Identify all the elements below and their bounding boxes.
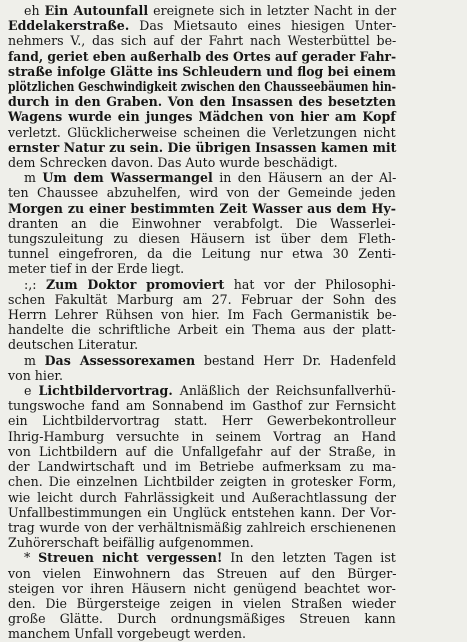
text-line (8, 368, 396, 383)
text-line (8, 596, 396, 611)
text-line (8, 33, 396, 48)
news-item-streuen (8, 550, 396, 641)
text-run: von vielen Einwohnern das Streuen auf den Bürger- (8, 565, 397, 581)
text-run: tunnel eingefroren, da die Leitung nur etwa 30 Zenti- (8, 246, 396, 262)
news-items (8, 3, 396, 642)
text-run: von Lichtbildern auf die Unfallgefahr auf der Straße, in (8, 443, 396, 459)
text-line (8, 140, 396, 155)
news-item-lichtbilder (8, 383, 396, 550)
text-line (8, 18, 396, 33)
text-line (8, 459, 396, 474)
text-line (8, 170, 396, 185)
text-run: den. Die Bürgersteige zeigen in vielen Straßen wieder (8, 595, 396, 611)
text-line (8, 201, 396, 216)
text-line (8, 505, 396, 520)
text-line (8, 626, 396, 641)
news-item-autounfall (8, 3, 396, 170)
bold-text: durch in den Graben. Von den Insassen des besetzten (8, 94, 396, 110)
text-run: große Glätte. Durch ordnungsmäßiges Streuen kann (8, 611, 396, 627)
text-run: meter tief in der Erde liegt. (8, 261, 185, 277)
news-item-doktor (8, 277, 396, 353)
text-line (8, 125, 396, 140)
bold-text: ernster Natur zu sein. Die übrigen Insassen kamen mit (8, 139, 397, 155)
text-line (8, 444, 396, 459)
bold-text: Zum Doktor promoviert (45, 276, 225, 292)
text-run: dem Schrecken davon. Das Auto wurde beschädigt. (8, 155, 338, 171)
text-line (8, 277, 396, 292)
text-line (8, 79, 396, 94)
text-run: dranten an die Einwohner verabfolgt. Die Wasserlei- (8, 215, 396, 231)
text-line (8, 413, 396, 428)
text-line (8, 535, 396, 550)
bold-text: Lichtbildervortrag. (38, 383, 173, 399)
text-run: ten Chaussee abzuhelfen, wird von der Gemeinde jeden (8, 185, 396, 201)
text-run: trag wurde von der verhältnismäßig zahlreich erschienenen (8, 519, 397, 535)
text-line (8, 490, 396, 505)
text-run: e (24, 383, 39, 399)
news-item-assessor (8, 353, 396, 383)
text-run: Das Mietsauto eines hiesigen Unter- (129, 18, 397, 34)
bold-text: Streuen nicht vergessen! (38, 550, 223, 566)
text-run: ein Lichtbildervortrag statt. Herr Gewerbekontrolleur (8, 413, 396, 429)
text-run: m (24, 352, 45, 368)
bold-text: straße infolge Glätte ins Schleudern und flog bei einem (8, 63, 396, 79)
text-run: Ihrig-Hamburg versuchte in seinem Vortrag an Hand (8, 428, 397, 444)
text-run: In den letzten Tagen ist (222, 550, 396, 566)
text-line (8, 307, 396, 322)
text-run: m (24, 170, 43, 186)
bold-text: plötzlichen Geschwindigkeit zwischen den Chausseebäumen hin- (8, 79, 397, 95)
text-line (8, 261, 396, 276)
text-line (8, 520, 396, 535)
text-line (8, 3, 396, 18)
text-run: nehmers V., das sich auf der Fahrt nach Westerbüttel be- (8, 33, 397, 49)
bold-text: Ein Autounfall (44, 3, 149, 18)
text-run: handelte die schriftliche Arbeit ein Thema aus der platt- (8, 322, 396, 338)
text-run: ereignete sich in letzter Nacht in der (148, 3, 397, 18)
text-run: Zuhörerschaft beifällig aufgenommen. (8, 535, 254, 551)
text-line (8, 246, 396, 261)
text-line (8, 581, 396, 596)
text-line (8, 216, 396, 231)
text-line (8, 292, 396, 307)
text-line (8, 231, 396, 246)
text-line (8, 337, 396, 352)
text-line (8, 474, 396, 489)
text-run: eh (24, 3, 45, 18)
text-line (8, 429, 396, 444)
text-run: deutschen Literatur. (8, 337, 139, 353)
text-run: steigen vor ihren Häusern nicht genügend beachtet wor- (8, 580, 396, 596)
text-line (8, 322, 396, 337)
text-run: * (24, 550, 39, 566)
text-line (8, 94, 396, 109)
news-item-wassermangel (8, 170, 396, 276)
bold-text: Um dem Wassermangel (42, 170, 213, 186)
bold-text: Wagens wurde ein junges Mädchen von hier am Kopf (8, 109, 396, 125)
text-line (8, 155, 396, 170)
text-run: Unfallbestimmungen ein Unglück entstehen kann. Der Vor- (8, 504, 396, 520)
text-line (8, 64, 396, 79)
bold-text: fand, geriet eben außerhalb des Ortes auf gerader Fahr- (8, 48, 397, 64)
text-line (8, 49, 396, 64)
text-line (8, 550, 396, 565)
text-line (8, 398, 396, 413)
text-run: hat vor der Philosophi- (224, 276, 396, 292)
text-line (8, 353, 396, 368)
text-line (8, 109, 396, 124)
text-line (8, 566, 396, 581)
text-run: wie leicht durch Fahrlässigkeit und Außerachtlassung der (8, 489, 396, 505)
text-run: in den Häusern an der Al- (212, 170, 397, 186)
text-run: tungszuleitung zu diesen Häusern ist über dem Fleth- (8, 231, 396, 247)
text-run: schen Fakultät Marburg am 27. Februar der Sohn des (8, 291, 397, 307)
text-run: Herrn Lehrer Rühsen von hier. Im Fach Germanistik be- (8, 307, 397, 323)
bold-text: Das Assessorexamen (44, 352, 196, 368)
text-line (8, 611, 396, 626)
text-run: bestand Herr Dr. Hadenfeld (195, 352, 397, 368)
text-line (8, 185, 396, 200)
bold-text: Morgen zu einer bestimmten Zeit Wasser aus dem Hy- (8, 200, 396, 216)
text-run: Anläßlich der Reichsunfallverhü- (172, 383, 396, 399)
text-run: verletzt. Glücklicherweise scheinen die Verletzungen nicht (8, 124, 396, 140)
text-run: :,: (24, 276, 46, 292)
text-run: chen. Die einzelnen Lichtbilder zeigten in grotesker Form, (8, 474, 397, 490)
text-run: manchem Unfall vorgebeugt werden. (8, 626, 246, 642)
text-line (8, 383, 396, 398)
text-run: tungswoche fand am Sonnabend im Gasthof zur Fernsicht (8, 398, 396, 414)
bold-text: Eddelakerstraße. (8, 18, 130, 34)
text-run: von hier. (8, 367, 64, 383)
text-run: der Landwirtschaft und im Betriebe aufmerksam zu ma- (8, 459, 397, 475)
